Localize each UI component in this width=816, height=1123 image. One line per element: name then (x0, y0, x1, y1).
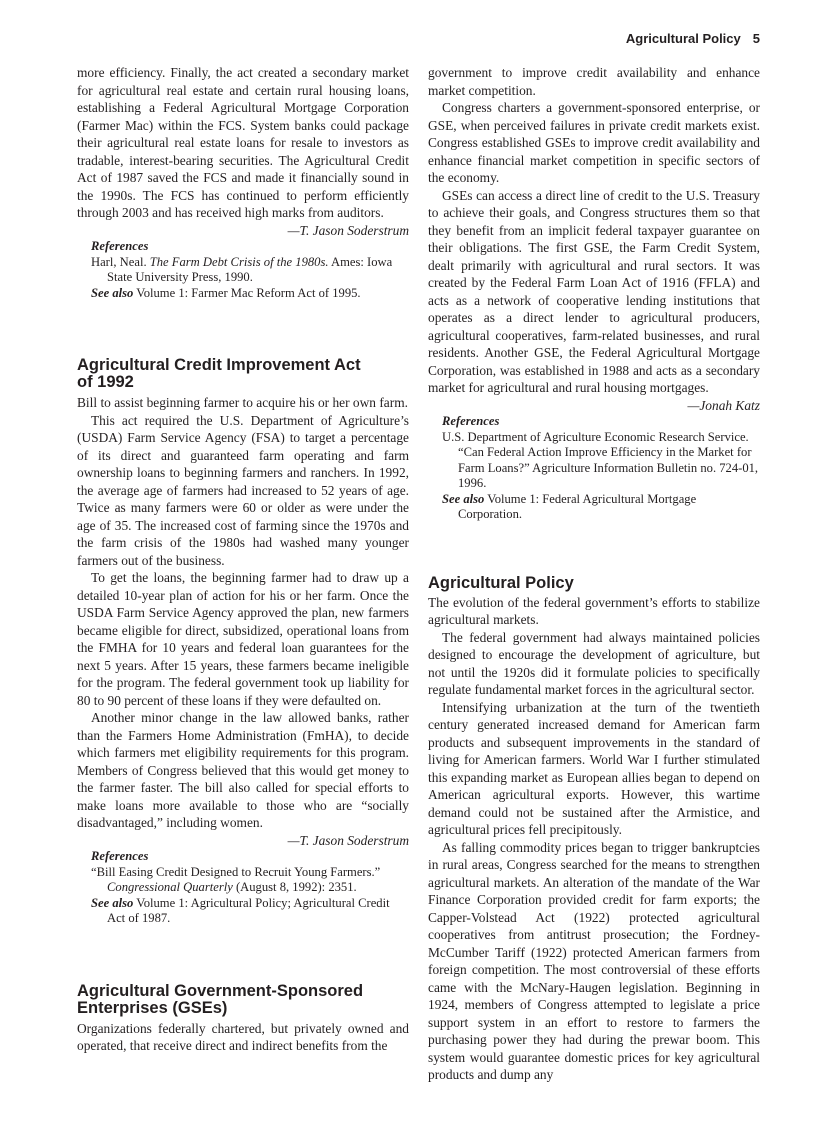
paragraph: Intensifying urbanization at the turn of the twentieth century generated increased demand for American farm products and subsequent improvements in the standard of living for American farmers. World War I further stimulated this expanding market as European allies began to depend on American agricultural exports. However, this wartime demand could not be sustained after the Armistice, and agricultural prices fell precipitously. (428, 699, 760, 837)
author-signature: —Jonah Katz (687, 397, 760, 413)
reference-title: The Farm Debt Crisis of the 1980s. (149, 254, 329, 269)
see-also-label: See also (91, 285, 134, 300)
reference-text: Ames: Iowa State University Press, 1990. (107, 254, 393, 284)
entry-heading: Agricultural Government-Sponsored Enterprises (GSEs) (77, 981, 364, 1017)
reference-text: (August 8, 1992): 2351. (232, 880, 357, 894)
see-also-label: See also (91, 895, 134, 910)
references-heading: References (91, 849, 149, 863)
paragraph: Congress charters a government-sponsored enterprise, or GSE, when perceived failures in private credit markets exist. Congress established GSEs to improve credit availability and enhance financial market competition in specific sectors of the economy. (428, 100, 760, 185)
references (442, 414, 760, 523)
paragraph: Bill to assist beginning farmer to acquire his or her own farm. (77, 395, 408, 410)
reference-text: Harl, Neal. (91, 254, 150, 269)
reference-item (91, 255, 409, 286)
paragraph: more efficiency. Finally, the act created a secondary market for agricultural real estate and certain rural housing loans, establishing a Federal Agricultural Mortgage Corporation (Farmer Mac) within the FCS. System banks could package their agricultural real estate loans for resale to investors as tradable, interest-bearing securities. The Agricultural Credit Act of 1987 saved the FCS and made it financially sound in the 1990s. The FCS has continued to perform efficiently through 2003 and has received high marks from auditors. (77, 65, 409, 220)
paragraph: This act required the U.S. Department of Agriculture’s (USDA) Farm Service Agency (FSA) to target a percentage of its direct and guaranteed farm operating and farm ownership loans to beginning farmers and ranchers. In 1992, the average age of farmers had increased to 52 years of age. Twice as many farmers were 60 or older as were under the age of 35. The increased cost of farming since the 1970s and the farm crisis of the 1980s had washed many younger farmers out of the business. (77, 412, 409, 568)
reference-item: U.S. Department of Agriculture Economic Research Service. “Can Federal Action Improve Efficiency in the Market for Farm Loans?” Agriculture Information Bulletin no. 724-01, 1996. (442, 429, 759, 490)
paragraph: Another minor change in the law allowed banks, rather than the Farmers Home Administration (FmHA), to decide which farmers met eligibility requirements for this program. Members of Congress believed that this would get money to the farmer faster. The bill also called for special efforts to make loans more available to those who are “socially disadvantaged,” including women. (77, 710, 409, 830)
see-also-text: Volume 1: Federal Agricultural Mortgage Corporation. (458, 491, 697, 521)
see-also-label: See also (442, 491, 485, 506)
references-heading: References (442, 414, 500, 428)
right-column (428, 64, 760, 1084)
see-also (91, 286, 409, 302)
paragraph: Organizations federally chartered, but privately owned and operated, that receive direct and indirect benefits from the (77, 1020, 409, 1053)
paragraph: GSEs can access a direct line of credit to the U.S. Treasury to achieve their goals, and Congress structures them so that they benefit from an implicit federal taxpayer guarantee on their obligations. The first GSE, the Farm Credit System, dealt primarily with agricultural and rural sectors. It was created by the Federal Farm Loan Act of 1916 (FFLA) and acts as a network of cooperative lending institutions that operates as a direct lender to agricultural producers, agricultural cooperatives, farm-related businesses, and rural residents. Another GSE, the Federal Agricultural Mortgage Corporation, was established in 1988 and acts as a secondary market for agricultural and rural housing mortgages. (428, 187, 760, 395)
running-header (626, 31, 760, 46)
references (91, 239, 409, 301)
see-also-text: Volume 1: Agricultural Policy; Agricultural Credit Act of 1987. (107, 895, 390, 925)
paragraph: government to improve credit availability and enhance market competition. (428, 65, 760, 98)
entry-heading: Agricultural Policy (428, 573, 574, 592)
paragraph: As falling commodity prices began to trigger bankruptcies in rural areas, Congress searched for the means to strengthen agricultural markets. An alteration of the mandate of the War Finance Corporation provided credit for farm exports; the Capper-Volstead Act (1922) protected agricultural cooperatives from antitrust prosecution; the Fordney-McCumber Tariff (1922) protected American farmers from foreign competition. The most controversial of these efforts came with the McNary-Haugen legislation. Beginning in 1924, members of Congress attempted to legislate a price support system in an effort to restore to farmers the purchasing power they had during the prewar boom. This system would guarantee domestic prices for key agricultural products and dump any (428, 839, 760, 1082)
left-column (77, 64, 409, 1055)
paragraph: The evolution of the federal government’s efforts to stabilize agricultural markets. (428, 594, 760, 627)
entry-heading: Agricultural Credit Improvement Act of 1992 (77, 356, 361, 391)
references-heading: References (91, 239, 149, 253)
reference-item (91, 865, 409, 896)
running-title: Agricultural Policy (625, 31, 741, 46)
see-also (442, 492, 760, 523)
reference-title: Congressional Quarterly (107, 880, 233, 894)
page-number: 5 (752, 31, 760, 46)
references (91, 849, 409, 927)
see-also-text: Volume 1: Farmer Mac Reform Act of 1995. (133, 285, 361, 300)
paragraph: The federal government had always maintained policies designed to encourage the development of agriculture, but not until the 1920s did it formulate policies to specifically regulate fundamental market forces in the agricultural sector. (428, 629, 760, 697)
paragraph: To get the loans, the beginning farmer had to draw up a detailed 10-year plan of action for his or her farm. Once the USDA Farm Service Agency approved the plan, new farmers became eligible for direct, subsidized, operational loans from the FMHA for 10 years and federal loan guarantees for the next 5 years. After 15 years, these farmers became ineligible for the program. The federal government took up liability for 80 to 90 percent of these loans if they were defaulted on. (77, 570, 409, 708)
see-also (91, 896, 409, 927)
author-signature: —T. Jason Soderstrum (287, 832, 409, 848)
reference-text: “Bill Easing Credit Designed to Recruit Young Farmers.” (91, 864, 381, 879)
author-signature: —T. Jason Soderstrum (287, 222, 409, 238)
